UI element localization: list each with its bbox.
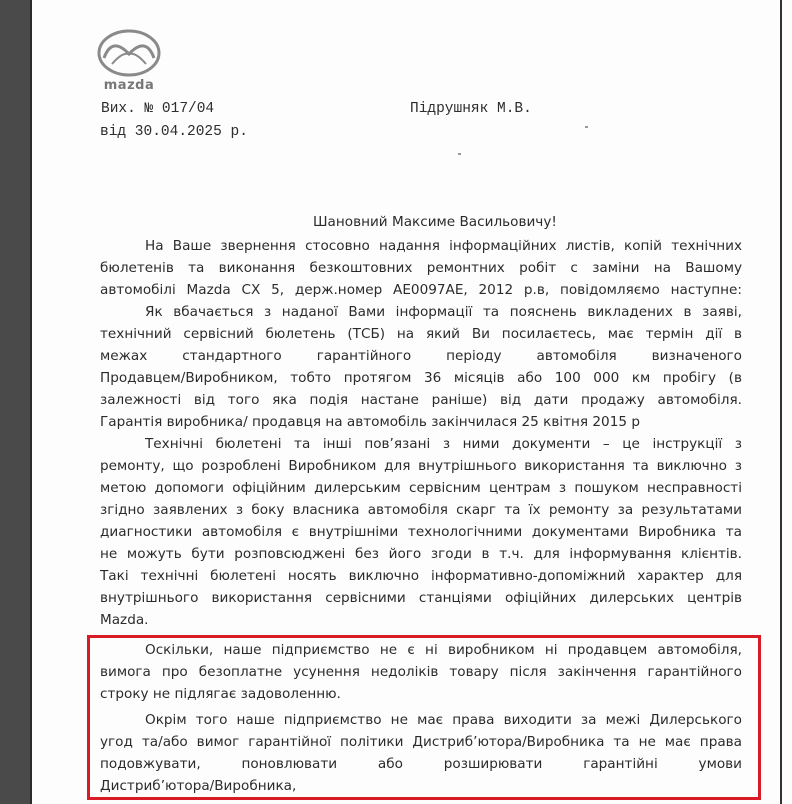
- outgoing-number: Вих. № 017/04: [101, 101, 215, 117]
- logo-wordmark: mazda: [103, 78, 155, 93]
- body-line: метою допомоги офіційним дилерським сервісним центрам з пошуком несправності: [100, 480, 742, 496]
- body-line: вимога про безоплатне усунення недоліків товару після закінчення гарантійного: [100, 664, 742, 680]
- letter-date: від 30.04.2025 р.: [100, 124, 248, 140]
- body-line: Окрім того наше підприємство не має права виходити за межі Дилерського: [145, 712, 742, 728]
- body-line: строку не підлягає задоволенню.: [100, 686, 341, 702]
- body-line: Mazda.: [100, 612, 149, 628]
- body-line: залежності від того яка подія настане раніше) від дати продажу автомобіля.: [100, 392, 742, 408]
- page-edge: [780, 0, 792, 804]
- body-line: внутрішнього використання сервісними станціями офіційних дилерських центрів: [100, 590, 742, 606]
- mazda-wing-emblem-icon: [92, 28, 166, 80]
- scan-speck: [458, 153, 461, 155]
- red-highlight-box: [87, 635, 761, 800]
- letter-body: [100, 235, 742, 635]
- salutation-block: [100, 211, 742, 235]
- mazda-logo: [92, 28, 166, 96]
- body-line: диагностики автомобіля є внутрішніми технологічними документами Виробника та: [100, 524, 742, 540]
- body-line: Оскільки, наше підприємство не є ні виробником ні продавцем автомобіля,: [145, 642, 742, 658]
- body-line: Технічні бюлетені та інші пов’язані з ними документи – це інструкції з: [145, 436, 742, 452]
- body-line: ремонту, що розроблені Виробником для внутрішнього використання та виключно з: [100, 458, 742, 474]
- body-line: межах стандартного гарантійного періоду автомобіля визначеного: [100, 348, 742, 364]
- body-line: бюлетенів та виконання безкоштовних ремонтних робіт с заміни на Вашому: [100, 260, 742, 276]
- body-line: Гарантія виробника/ продавця на автомобіль закінчилася 25 квітня 2015 р: [100, 414, 640, 430]
- salutation: Шановний Максиме Васильовичу!: [313, 214, 557, 230]
- body-line: технічний сервісний бюлетень (ТСБ) на який Ви посилаєтесь, має термін дії в: [100, 326, 742, 342]
- body-line: не можуть бути розповсюджені без його згоди в т.ч. для інформування клієнтів.: [100, 546, 742, 562]
- body-line: Продавцем/Виробником, тобто протягом 36 місяців або 100 000 км пробігу (в: [100, 370, 742, 386]
- body-line: На Ваше звернення стосовно надання інформаційних листів, копій технічних: [145, 238, 742, 254]
- body-line: Дистриб’ютора/Виробника,: [100, 778, 297, 794]
- body-line: згідно заявлених з боку власника автомобіля скарг та їх ремонту за результатами: [100, 502, 742, 518]
- body-line: автомобілі Mazda CX 5, держ.номер АЕ0097АЕ, 2012 р.в, повідомляємо наступне:: [100, 282, 742, 298]
- body-line: подовжувати, поновлювати або розширювати гарантійні умови: [100, 756, 742, 772]
- scan-speck: [585, 126, 588, 128]
- body-line: угод та/або вимог гарантійної політики Дистриб’ютора/Виробника та не має права: [100, 734, 742, 750]
- body-line: Як вбачається з наданої Вами інформації та пояснень викладених в заяві,: [145, 304, 742, 320]
- recipient-name: Підрушняк М.В.: [410, 101, 532, 117]
- body-line: Такі технічні бюлетені носять виключно інформативно-допоміжний характер для: [100, 568, 742, 584]
